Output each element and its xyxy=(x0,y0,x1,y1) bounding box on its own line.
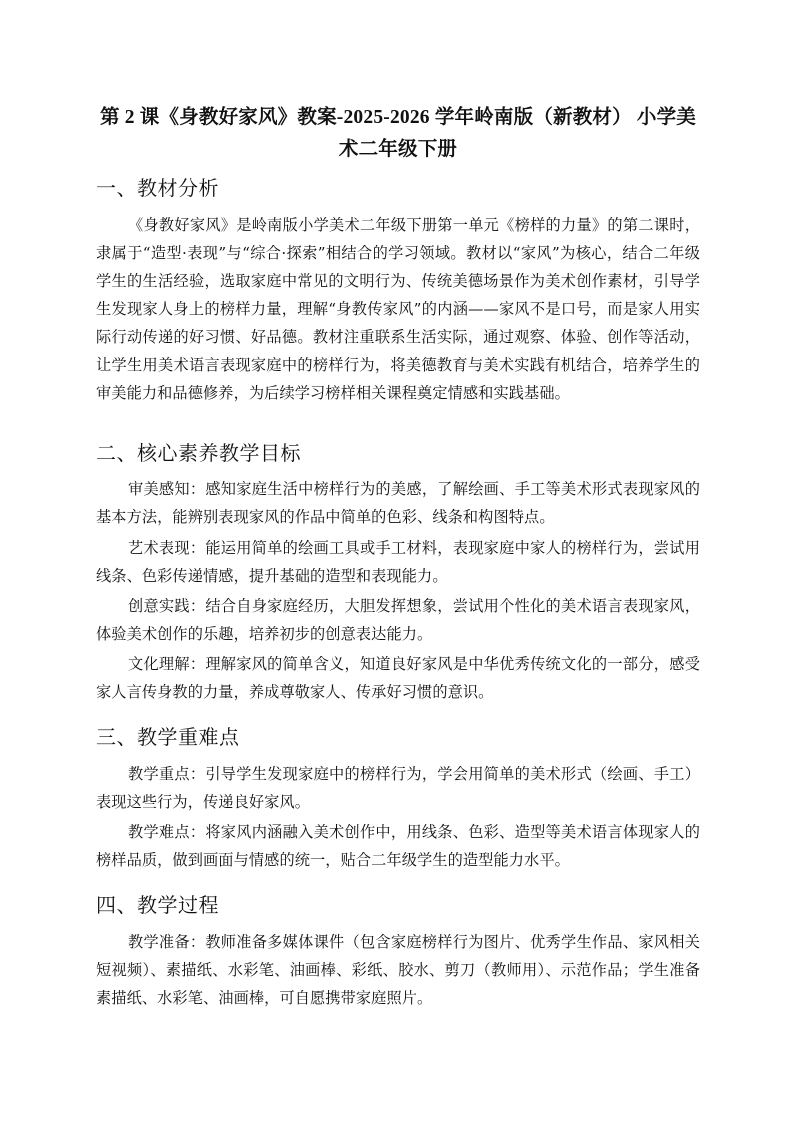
paragraph-analysis: 《身教好家风》是岭南版小学美术二年级下册第一单元《榜样的力量》的第二课时，隶属于“造型·表现”与“综合·探索”相结合的学习领域。教材以“家风”为核心，结合二年级学生的生活经验，选取家庭中常见的文明行为、传统美德场景作为美术创作素材，引导学生发现家人身上的榜样力量，理解“身教传家风”的内涵——家风不是口号，而是家人用实际行动传递的好习惯、好品德。教材注重联系生活实际，通过观察、体验、创作等活动，让学生用美术语言表现家庭中的榜样行为，将美德教育与美术实践有机结合，培养学生的审美能力和品德修养，为后续学习榜样相关课程奠定情感和实践基础。 xyxy=(96,216,700,402)
document-title: 第 2 课《身教好家风》教案-2025-2026 学年岭南版（新教材） 小学美术二年级下册 xyxy=(99,107,697,160)
paragraph-key-point: 教学重点：引导学生发现家庭中的榜样行为，学会用简单的美术形式（绘画、手工）表现这些行为，传递良好家风。 xyxy=(96,765,700,811)
paragraph-creative-practice: 创意实践：结合自身家庭经历，大胆发挥想象，尝试用个性化的美术语言表现家风，体验美术创作的乐趣，培养初步的创意表达能力。 xyxy=(96,597,700,643)
section-heading-analysis: 一、教材分析 xyxy=(96,176,219,200)
section-heading-process: 四、教学过程 xyxy=(96,893,219,917)
paragraph-difficulty: 教学难点：将家风内涵融入美术创作中，用线条、色彩、造型等美术语言体现家人的榜样品质，做到画面与情感的统一，贴合二年级学生的造型能力水平。 xyxy=(96,823,700,869)
paragraph-cultural-understanding: 文化理解：理解家风的简单含义，知道良好家风是中华优秀传统文化的一部分，感受家人言传身教的力量，养成尊敬家人、传承好习惯的意识。 xyxy=(96,655,700,701)
paragraph-artistic-expression: 艺术表现：能运用简单的绘画工具或手工材料，表现家庭中家人的榜样行为，尝试用线条、色彩传递情感，提升基础的造型和表现能力。 xyxy=(96,539,700,585)
paragraph-preparation: 教学准备：教师准备多媒体课件（包含家庭榜样行为图片、优秀学生作品、家风相关短视频）、素描纸、水彩笔、油画棒、彩纸、胶水、剪刀（教师用）、示范作品；学生准备素描纸、水彩笔、油画棒，可自愿携带家庭照片。 xyxy=(96,933,700,1007)
section-heading-objectives: 二、核心素养教学目标 xyxy=(96,441,301,465)
paragraph-aesthetic-perception: 审美感知：感知家庭生活中榜样行为的美感，了解绘画、手工等美术形式表现家风的基本方法，能辨别表现家风的作品中简单的色彩、线条和构图特点。 xyxy=(96,480,700,526)
section-heading-key-points: 三、教学重难点 xyxy=(96,725,240,749)
